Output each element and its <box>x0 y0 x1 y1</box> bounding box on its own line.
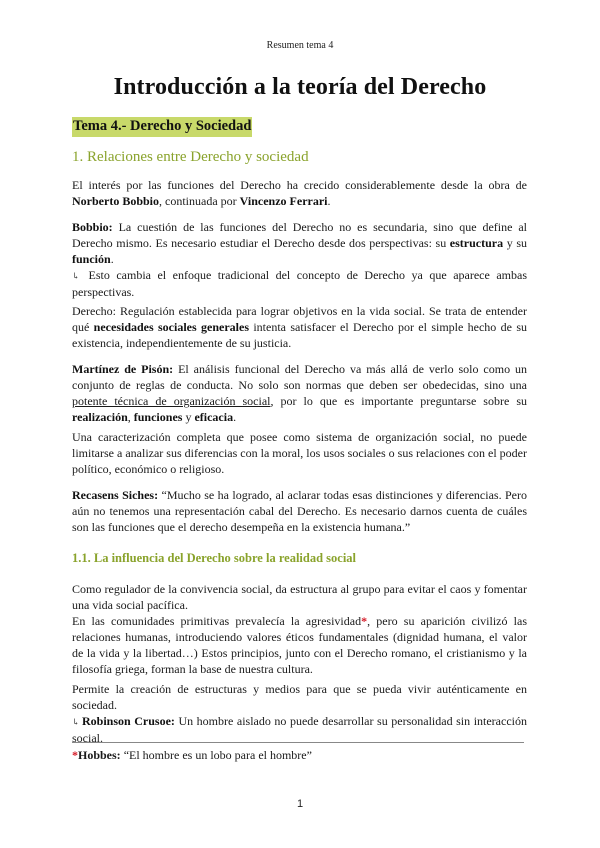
paragraph-bobbio-intro: El interés por las funciones del Derecho ha crecido considerablemente desde la obra de Norberto Bobbio, continuada por Vincenzo Ferrari. <box>72 178 527 208</box>
term-necesidades: necesidades sociales generales <box>93 320 249 334</box>
document-title: Introducción a la teoría del Derecho <box>113 74 487 100</box>
term-estructura: estructura <box>449 236 504 250</box>
name-bobbio: Norberto Bobbio <box>72 194 159 208</box>
section-heading-1: 1. Relaciones entre Derecho y sociedad <box>72 149 309 165</box>
name-ferrari: Vincenzo Ferrari <box>239 194 328 208</box>
page-number: 1 <box>296 798 304 810</box>
section-heading-1-1: 1.1. La influencia del Derecho sobre la realidad social <box>72 551 357 565</box>
arrow-icon: ↳ <box>72 271 80 281</box>
paragraph-martinez-pison: Martínez de Pisón: El análisis funcional del Derecho va más allá de verlo solo como un conjunto de reglas de conducta. No solo son normas que deben ser obedecidas, sino una potente técnica de organización social, por lo que es importante preguntarse sobre su realización, funciones y eficacia. <box>72 362 527 424</box>
running-header: Resumen tema 4 <box>266 40 334 51</box>
paragraph-caracterizacion: Una caracterización completa que posee como sistema de organización social, no puede limitarse a analizar sus diferencias con la moral, los usos sociales o sus relaciones con el poder político, económico o religioso. <box>72 430 527 476</box>
paragraph-estructuras: Permite la creación de estructuras y medios para que se pueda vivir auténticamente en sociedad. ↳ Robinson Crusoe: Un hombre aislado no puede desarrollar su personalidad sin interacción social. <box>72 682 527 745</box>
label-martinez-pison: Martínez de Pisón: <box>72 362 174 376</box>
paragraph-bobbio: Bobbio: La cuestión de las funciones del Derecho no es secundaria, sino que define al Derecho mismo. Es necesario estudiar el Derecho desde dos perspectivas: su estructura y su función. ↳ Esto cambia el enfoque tradicional del concepto de Derecho ya que aparece ambas perspectivas. <box>72 220 527 299</box>
label-robinson-crusoe: Robinson Crusoe: <box>82 714 175 728</box>
label-recasens-siches: Recasens Siches: <box>72 488 159 502</box>
paragraph-derecho-definition: Derecho: Regulación establecida para lograr objetivos en la vida social. Se trata de entender qué necesidades sociales generales intenta satisfacer el Derecho por el simple hecho de su existencia, independientemente de su justicia. <box>72 304 527 350</box>
footnote-divider <box>72 742 524 743</box>
underlined-phrase: potente técnica de organización social <box>72 394 271 408</box>
paragraph-recasens-siches: Recasens Siches: “Mucho se ha logrado, al aclarar todas esas distinciones y diferencias. Pero aún no tenemos una representación cabal del Derecho. Es necesario darnos cuenta de cuáles son las funciones que el derecho desempeña en la existencia humana.” <box>72 488 527 534</box>
label-hobbes: Hobbes: <box>78 748 121 762</box>
topic-heading: Tema 4.- Derecho y Sociedad <box>72 117 252 137</box>
label-bobbio: Bobbio: <box>72 220 113 234</box>
paragraph-regulador: Como regulador de la convivencia social, da estructura al grupo para evitar el caos y fomentar una vida social pacífica. En las comunidades primitivas prevalecía la agresividad*, pero su aparición civilizó las relaciones humanas, introduciendo valores éticos fundamentales (dignidad humana, el valor de la vida y la libertad…) Estos principios, junto con el Derecho romano, el cristianismo y la filosofía griega, forman la base de nuestra cultura. <box>72 582 528 676</box>
arrow-icon: ↳ <box>72 717 80 727</box>
footnote-marker: * <box>72 748 78 762</box>
footnote-hobbes: *Hobbes: “El hombre es un lobo para el hombre” <box>72 748 312 762</box>
term-funcion: función <box>72 252 111 266</box>
footnote-marker: * <box>361 614 368 628</box>
